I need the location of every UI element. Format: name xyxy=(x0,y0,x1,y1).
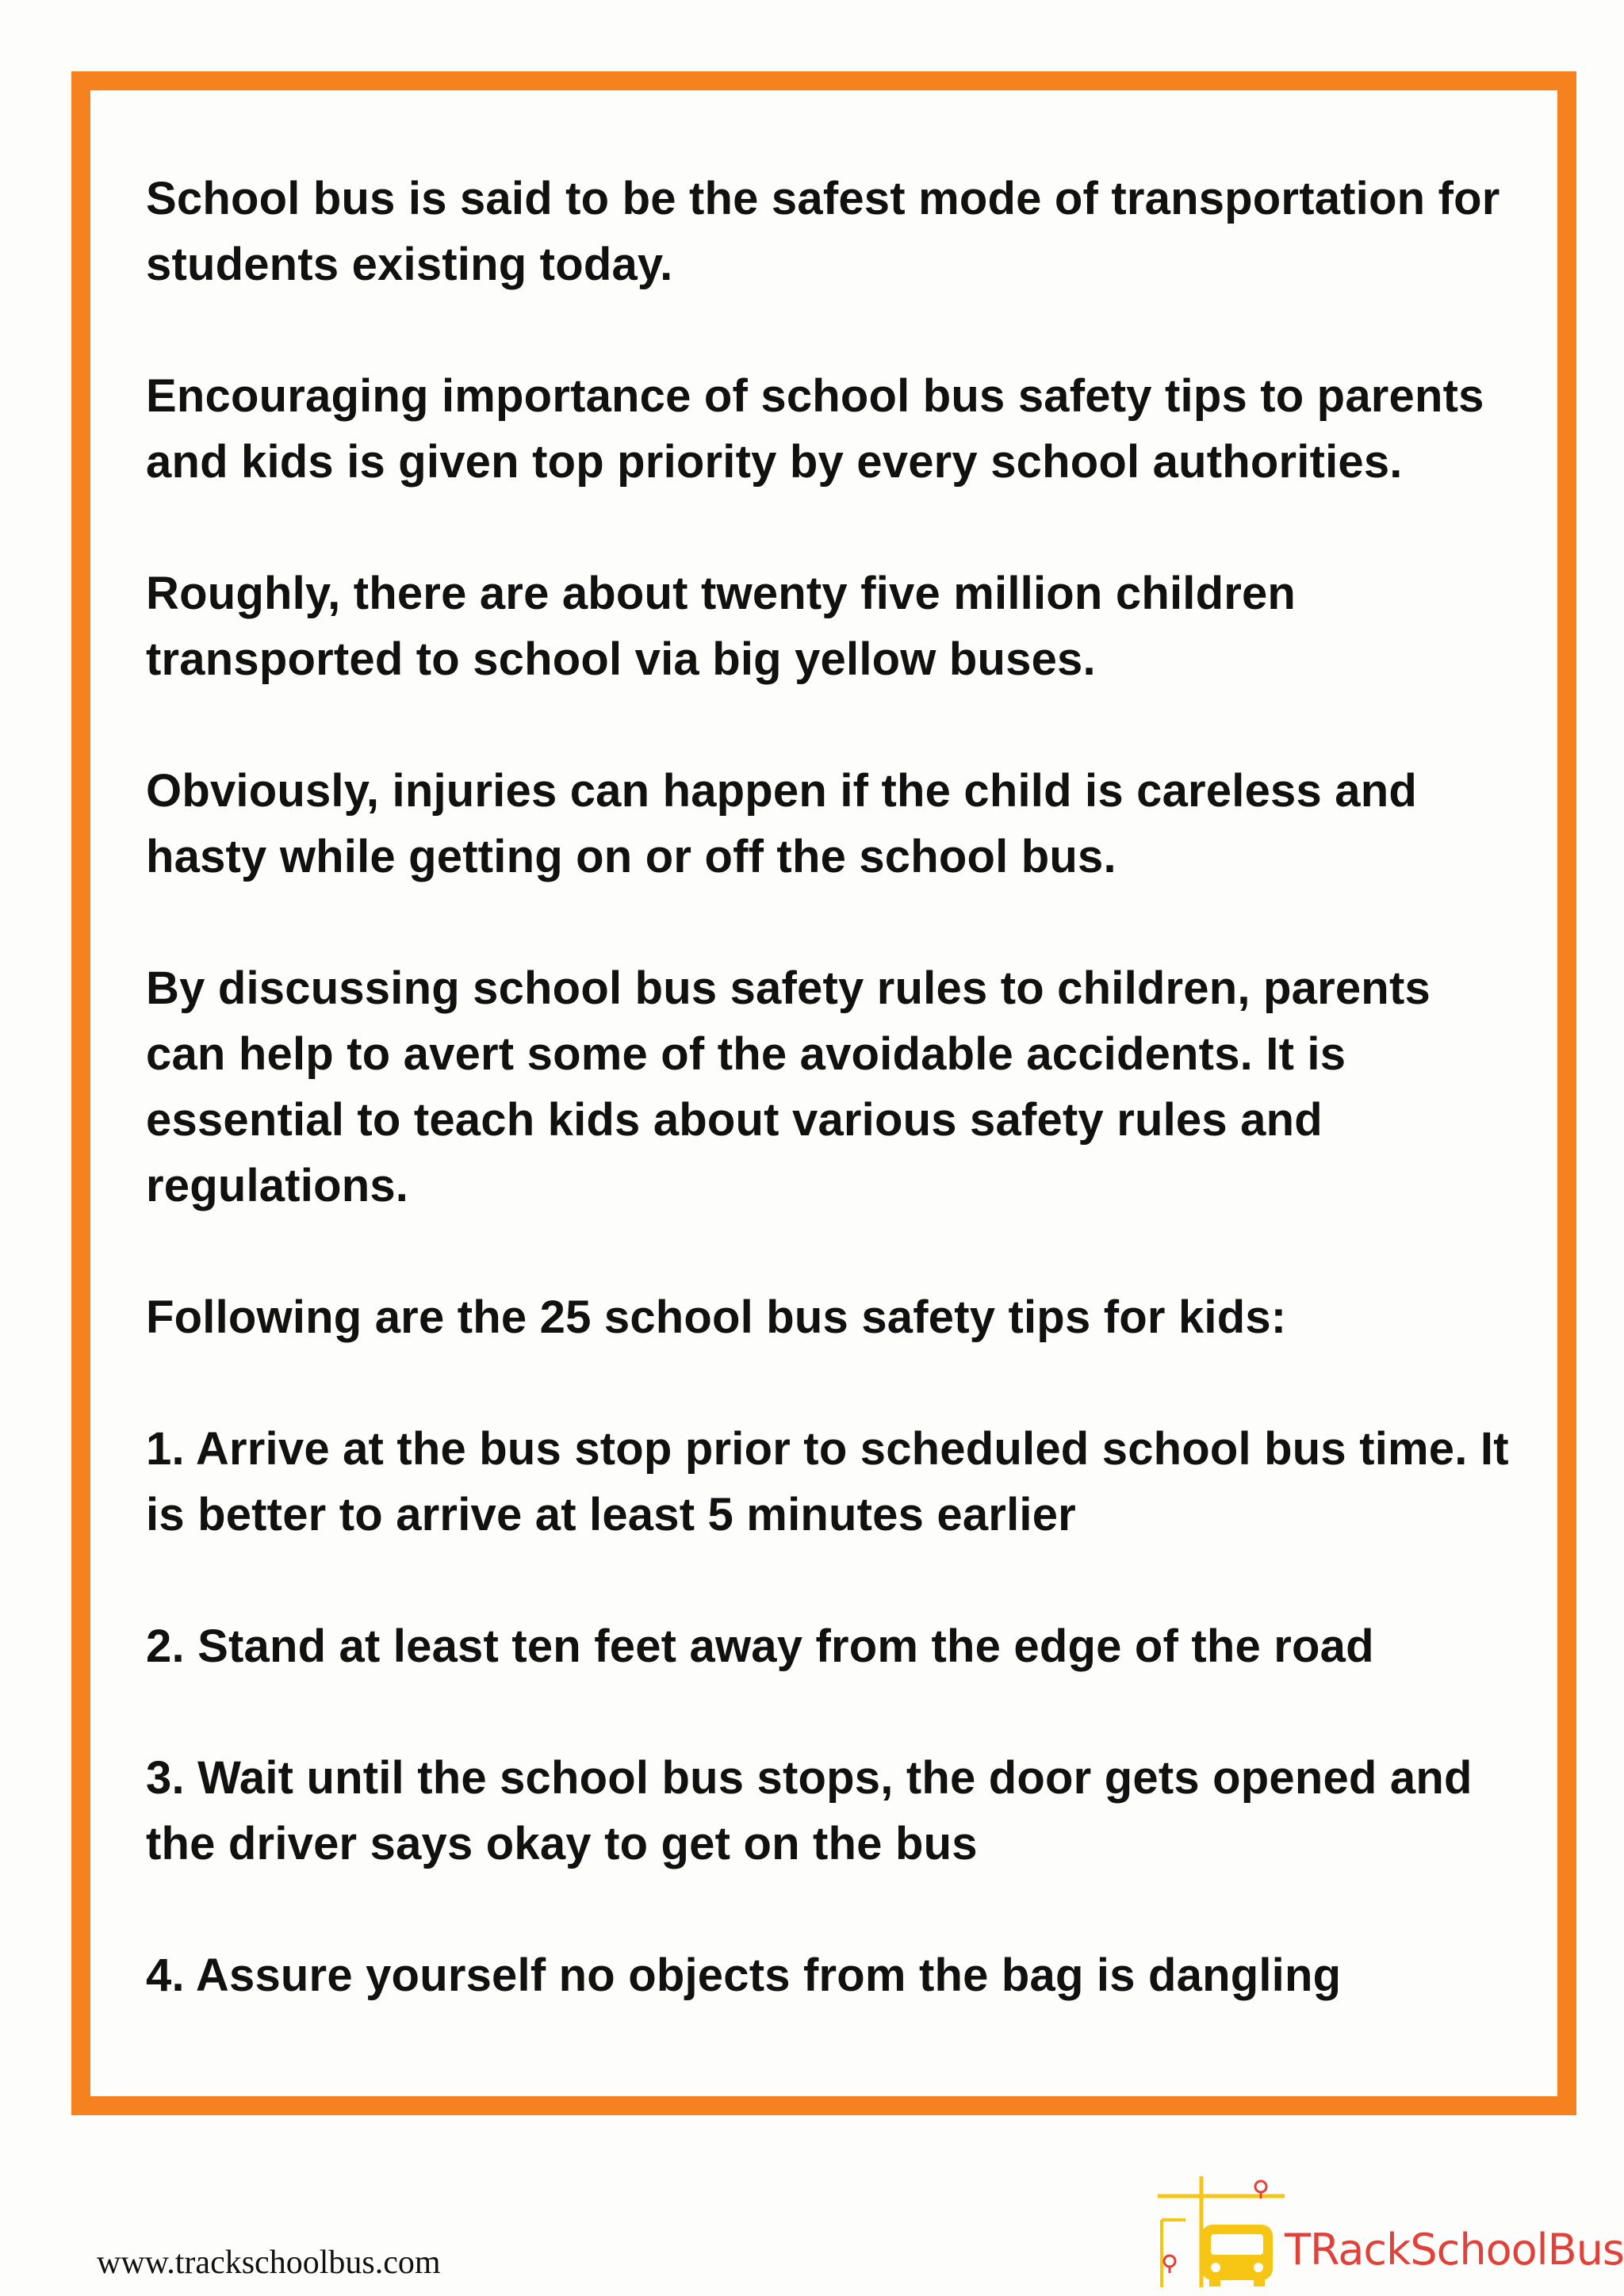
paragraph: Obviously, injuries can happen if the child is careless and hasty while getting on or off the school bus. xyxy=(146,765,1417,882)
list-item-2: 2. Stand at least ten feet away from the edge of the road xyxy=(146,1621,1374,1672)
footer-website[interactable]: www.trackschoolbus.com xyxy=(97,2244,441,2281)
list-item-4: 4. Assure yourself no objects from the bag is dangling xyxy=(146,1950,1342,2001)
paragraph: School bus is said to be the safest mode of transportation for students existing today. xyxy=(146,173,1500,290)
article-body xyxy=(146,166,1510,2074)
logo-text: TRackSchoolBus xyxy=(1285,2225,1624,2275)
paragraph: Encouraging importance of school bus safety tips to parents and kids is given top priority by every school authorities. xyxy=(146,370,1484,488)
paragraph: By discussing school bus safety rules to children, parents can help to avert some of the avoidable accidents. It is essential to teach kids about various safety rules and regulations. xyxy=(146,962,1431,1211)
list-item-3: 3. Wait until the school bus stops, the door gets opened and the driver says okay to get on the bus xyxy=(146,1752,1473,1869)
paragraph: Following are the 25 school bus safety tips for kids: xyxy=(146,1292,1287,1343)
school-bus-icon xyxy=(1154,2172,1289,2291)
trackschoolbus-logo xyxy=(1154,2172,1624,2291)
paragraph: Roughly, there are about twenty five million children transported to school via big yellow buses. xyxy=(146,568,1297,685)
content-frame xyxy=(71,71,1576,2115)
list-item-1: 1. Arrive at the bus stop prior to scheduled school bus time. It is better to arrive at least 5 minutes earlier xyxy=(146,1423,1509,1540)
